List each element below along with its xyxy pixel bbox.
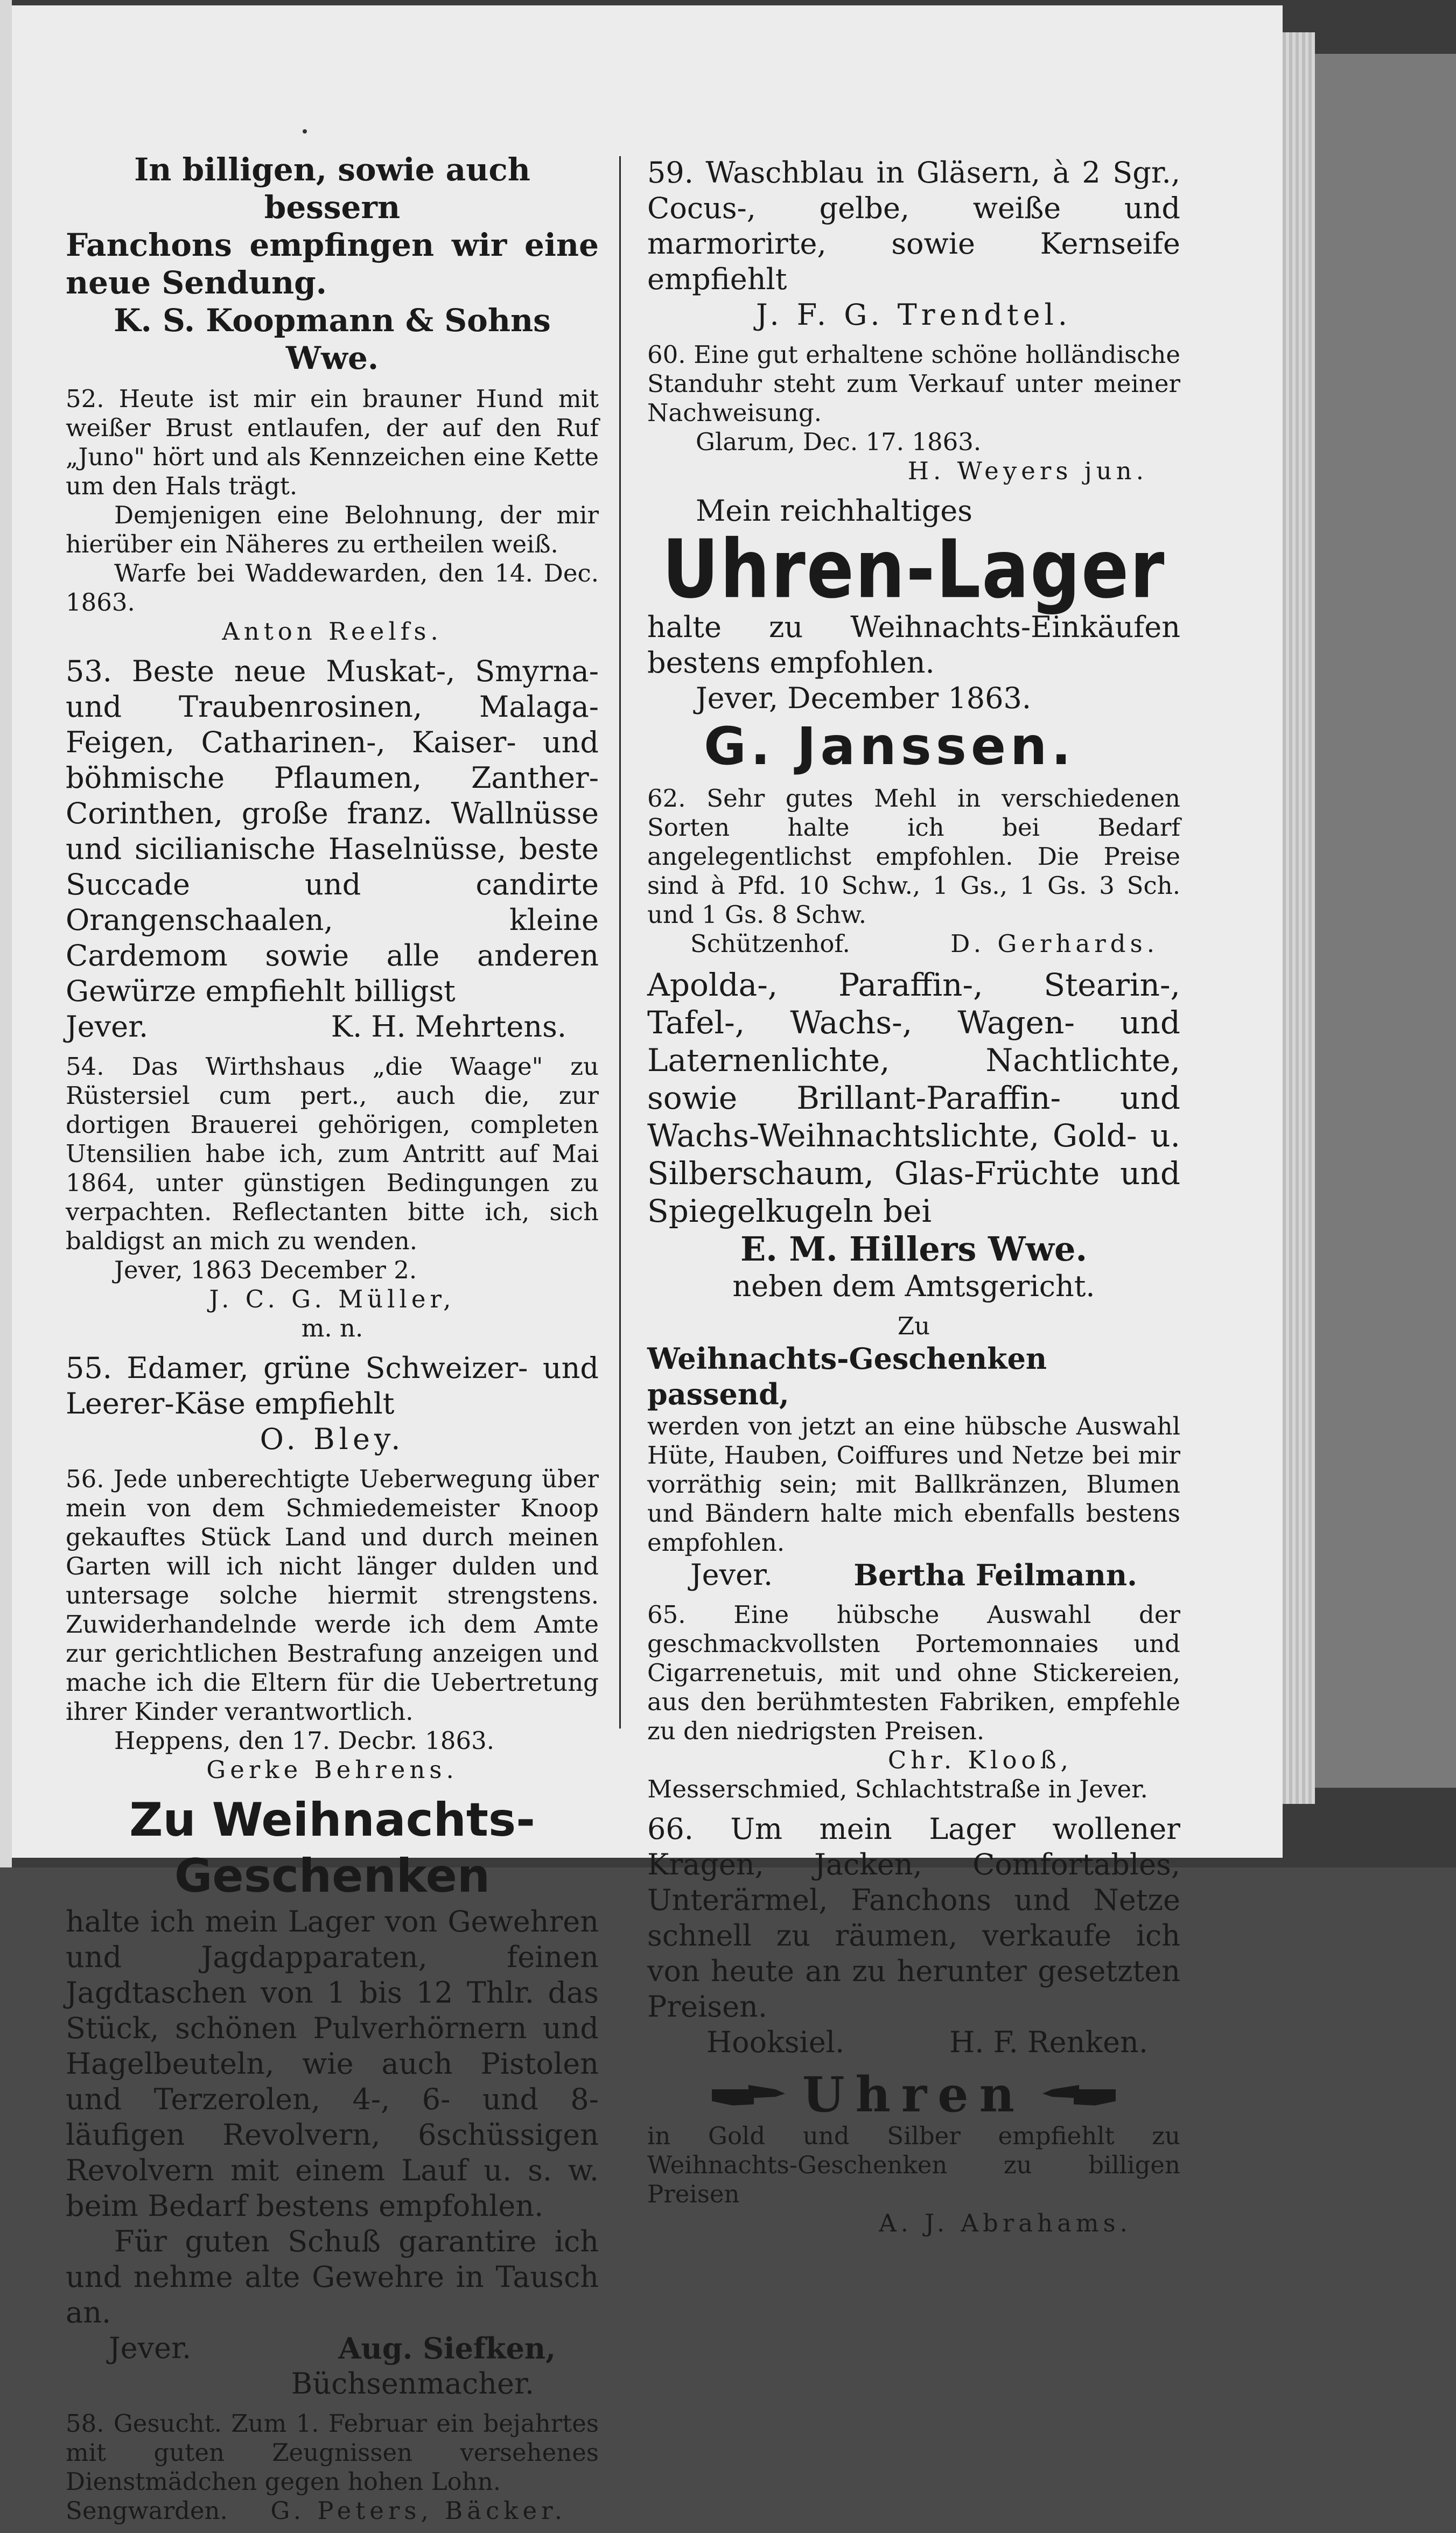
ad-signature-note: Büchsenmacher. <box>291 2367 534 2401</box>
ad-footer <box>66 2331 599 2366</box>
ad-text: Demjenigen eine Belohnung, der mir hierüber ein Näheres zu ertheilen weiß. <box>66 501 599 558</box>
ad-text: halte ich mein Lager von Gewehren und Jagdapparaten, feinen Jagdtaschen von 1 bis 12 Thlr. das Stück, schönen Pulverhörnern und Hagelbeuteln, wie auch Pistolen und Terzerolen, 4-, 6- und 8-läufigen Revolvern, 6schüssigen Revolvern mit einem Lauf u. s. w. beim Bedarf bestens empfohlen. <box>66 1905 599 2223</box>
ad-64-hats <box>647 1312 1180 1593</box>
ad-place: Jever, 1863 December 2. <box>114 1256 417 1284</box>
ad-signature: Anton Reelfs. <box>222 617 443 646</box>
ad-text: Für guten Schuß garantire ich und nehme alte Gewehre in Tausch an. <box>66 2224 599 2329</box>
ad-signature-note: Messerschmied, Schlachtstraße in Jever. <box>647 1775 1148 1803</box>
ad-text: halte zu Weihnachts-Einkäufen bestens empfohlen. <box>647 610 1180 680</box>
ad-signature: A. J. Abrahams. <box>879 2209 1132 2237</box>
ad-text: 54. Das Wirthshaus „die Waage" zu Rüstersiel cum pert., auch die, zur dortigen Brauerei gehörigen, completen Utensilien habe ich, zum Antritt auf Mai 1864, unter günstigen Bedingungen zu verpachten. Reflectanten bitte ich, sich baldigst an mich zu wenden. <box>66 1052 599 1255</box>
page-stack-edge <box>1283 32 1315 1804</box>
ad-place: Hooksiel. <box>706 2025 845 2059</box>
pointing-hand-left-icon <box>1041 2079 1117 2111</box>
ad-signature: H. F. Renken. <box>949 2025 1148 2059</box>
ad-footer <box>66 1009 599 1045</box>
ad-intro: Mein reichhaltiges <box>696 494 972 528</box>
ad-text: Apolda-, Paraffin-, Stearin-, Tafel-, Wachs-, Wagen- und Laternenlichte, Nachtlichte, sowie Brillant-Paraffin- und Wachs-Weihnachtslichte, Gold- u. Silberschaum, Glas-Früchte und Spiegelkugeln bei <box>647 967 1180 1229</box>
ad-text: werden von jetzt an eine hübsche Auswahl Hüte, Hauben, Coiffures und Netze bei mir vorräthig sein; mit Ballkränzen, Blumen und Bändern halte mich ebenfalls bestens empfohlen. <box>647 1412 1180 1557</box>
left-page-edge <box>0 0 12 1867</box>
ad-signature: K. S. Koopmann & Sohns Wwe. <box>114 302 551 376</box>
ad-58-maid-wanted <box>66 2409 599 2525</box>
ad-signature: O. Bley. <box>260 1422 405 1456</box>
ad-place: Jever. <box>66 1010 149 1044</box>
ad-signature-note: neben dem Amtsgericht. <box>732 1269 1095 1303</box>
ink-dot <box>303 129 307 134</box>
ad-place: Schützenhof. <box>690 929 850 958</box>
ad-55-cheese <box>66 1351 599 1457</box>
ad-text: 53. Beste neue Muskat-, Smyrna- und Traubenrosinen, Malaga-Feigen, Catharinen-, Kaiser- und böhmische Pflaumen, Zanther-Corinthen, große franz. Wallnüsse und sicilianische Haselnüsse, beste Succade und candirte Orangenschaalen, kleine Cardemom sowie alle anderen Gewürze empfiehlt billigst <box>66 654 599 1008</box>
ad-text: in Gold und Silber empfiehlt zu Weihnachts-Geschenken zu billigen Preisen <box>647 2122 1180 2208</box>
ad-54-inn <box>66 1052 599 1343</box>
book-cover-board <box>1315 54 1456 1788</box>
ad-banner: Uhren <box>802 2066 1026 2123</box>
right-column <box>647 155 1180 2245</box>
ad-place: Jever, December 1863. <box>696 681 1032 715</box>
ad-banner: Uhren-Lager <box>662 522 1166 617</box>
ad-text: 52. Heute ist mir ein brauner Hund mit weißer Brust entlaufen, der auf den Ruf „Juno" hört und als Kennzeichen eine Kette um den Hals trägt. <box>66 384 599 500</box>
ad-signature: E. M. Hillers Wwe. <box>740 1229 1088 1269</box>
ad-footer <box>647 2025 1180 2060</box>
ad-60-clock <box>647 340 1180 486</box>
ad-signature: H. Weyers jun. <box>907 457 1148 485</box>
ad-line: In billigen, sowie auch bessern <box>134 151 530 226</box>
ad-59-soap <box>647 155 1180 333</box>
ad-place: Heppens, den 17. Decbr. 1863. <box>114 1726 495 1755</box>
ad-62-flour <box>647 784 1180 958</box>
column-rule <box>619 156 621 1729</box>
ad-footer <box>66 2496 599 2525</box>
ad-signature: Chr. Klooß, <box>887 1746 1073 1774</box>
left-column <box>66 151 599 2533</box>
ad-text: 65. Eine hübsche Auswahl der geschmackvollsten Portemonnaies und Cigarrenetuis, mit und ohne Stickereien, aus den berühmtesten Fabriken, empfehle zu den niedrigsten Preisen. <box>647 1600 1180 1745</box>
ad-56-trespass <box>66 1465 599 1785</box>
ad-signature: D. Gerhards. <box>950 929 1159 958</box>
ad-signature: J. C. G. Müller, <box>209 1285 456 1313</box>
ad-signature: J. F. G. Trendtel. <box>756 298 1072 332</box>
ad-line: Fanchons empfingen wir eine neue Sendung. <box>66 227 599 301</box>
ad-signature: Aug. Siefken, <box>338 2331 556 2366</box>
ad-signature: Bertha Feilmann. <box>853 1558 1137 1592</box>
ad-footer <box>647 929 1180 958</box>
ad-heading: Weihnachts-Geschenken passend, <box>647 1341 1047 1411</box>
ad-63-candles <box>647 966 1180 1304</box>
ad-signature-note: m. n. <box>301 1314 363 1342</box>
ad-text: 66. Um mein Lager wollener Kragen, Jacken, Comfortables, Unterärmel, Fanchons und Netze schnell zu räumen, verkaufe ich von heute an zu herunter gesetzten Preisen. <box>647 1812 1180 2024</box>
ad-place: Jever. <box>109 2331 192 2365</box>
ad-text: 56. Jede unberechtigte Ueberwegung über mein von dem Schmiedemeister Knoop gekauftes Stück Land und durch meinen Garten will ich nicht länger dulden und untersage solche hiermit strengstens. Zuwiderhandelnde werde ich dem Amte zur gerichtlichen Bestrafung anzeigen und mache ich die Eltern für die Uebertretung ihrer Kinder verantwortlich. <box>66 1465 599 1726</box>
ad-heading: Zu Weihnachts-Geschenken <box>129 1793 535 1903</box>
ad-67-watches <box>647 2068 1180 2238</box>
ad-53-spices <box>66 654 599 1045</box>
ad-text: 60. Eine gut erhaltene schöne holländische Standuhr steht zum Verkauf unter meiner Nachweisung. <box>647 340 1180 427</box>
ad-signature: G. Janssen. <box>704 716 1075 776</box>
ad-footer <box>647 1557 1180 1593</box>
ad-61-watch-store <box>647 493 1180 776</box>
ad-place: Jever. <box>690 1558 773 1592</box>
ad-place: Sengwarden. <box>66 2496 228 2525</box>
ad-57-guns <box>66 1792 599 2402</box>
ad-65-purses <box>647 1600 1180 1804</box>
pointing-hand-right-icon <box>711 2079 786 2111</box>
ad-text: 62. Sehr gutes Mehl in verschiedenen Sorten halte ich bei Bedarf angelegentlichst empfohlen. Die Preise sind à Pfd. 10 Schw., 1 Gs., 1 Gs. 3 Sch. und 1 Gs. 8 Schw. <box>647 784 1180 929</box>
ad-66-wool <box>647 1811 1180 2060</box>
ad-signature: G. Peters, Bäcker. <box>270 2496 566 2525</box>
ad-fanchons <box>66 151 599 377</box>
ad-signature: K. H. Mehrtens. <box>331 1010 566 1044</box>
ad-52-lost-dog <box>66 384 599 646</box>
ad-place: Glarum, Dec. 17. 1863. <box>696 428 982 456</box>
newspaper-page <box>12 5 1283 2525</box>
ad-signature: Gerke Behrens. <box>206 1755 458 1784</box>
ad-text: 55. Edamer, grüne Schweizer- und Leerer-Käse empfiehlt <box>66 1351 599 1421</box>
ad-text: 59. Waschblau in Gläsern, à 2 Sgr., Cocus-, gelbe, weiße und marmorirte, sowie Kernseife empfiehlt <box>647 156 1180 296</box>
ad-text: 58. Gesucht. Zum 1. Februar ein bejahrtes mit guten Zeugnissen versehenes Dienstmädchen gegen hohen Lohn. <box>66 2409 599 2496</box>
ad-banner-row <box>647 2068 1180 2122</box>
ad-zu: Zu <box>897 1312 930 1340</box>
ad-place: Warfe bei Waddewarden, den 14. Dec. 1863. <box>66 559 599 617</box>
